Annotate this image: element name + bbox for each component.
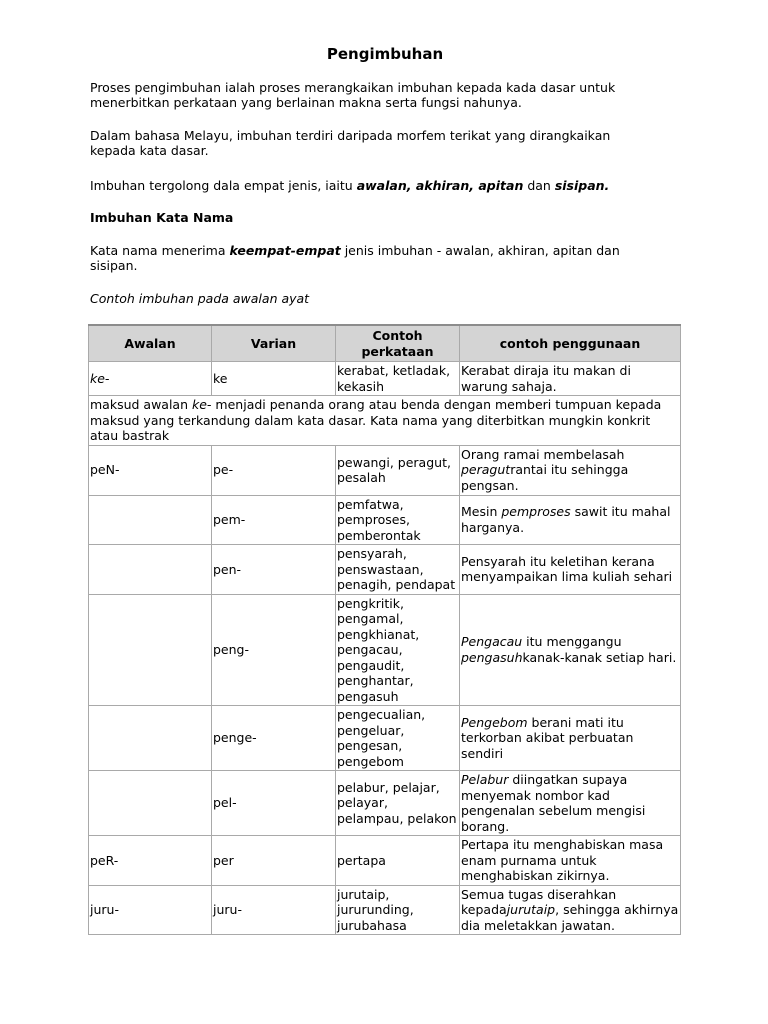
table-caption: Contoh imbuhan pada awalan ayat [90, 291, 310, 306]
usage-text: diingatkan supaya menyemak nombor kad pengenalan sebelum mengisi borang. [461, 772, 646, 834]
cell-awalan [89, 495, 212, 545]
table-row [89, 362, 681, 396]
cell-penggunaan: Pensyarah itu keletihan kerana menyampaikan lima kuliah sehari [460, 545, 681, 595]
usage-italic: Pengacau [461, 634, 523, 650]
cell-contoh: jurutaip, jururunding, jurubahasa [336, 885, 460, 935]
paragraph-kata-nama-bold: keempat-empat [229, 243, 341, 258]
cell-varian: pem- [212, 495, 336, 545]
usage-text: Semua tugas diserahkan kepada [461, 886, 617, 917]
cell-varian: pel- [212, 771, 336, 836]
usage-italic: peragut [461, 462, 511, 478]
cell-varian: per [212, 836, 336, 886]
paragraph-jenis-sisipan: sisipan. [554, 178, 610, 193]
document-title: Pengimbuhan [326, 45, 444, 63]
cell-varian: juru- [212, 885, 336, 935]
cell-penggunaan [460, 495, 681, 545]
paragraph-kata-nama [90, 243, 650, 273]
usage-text: itu menggangu [522, 634, 622, 650]
table-row [89, 771, 681, 836]
cell-contoh: pengkritik, pengamal, pengkhianat, pengacau, pengaudit, penghantar, pengasuh [336, 594, 460, 706]
paragraph-jenis-bold: awalan, akhiran, apitan [356, 178, 524, 193]
cell-varian: pen- [212, 545, 336, 595]
cell-contoh: pemfatwa, pemproses, pemberontak [336, 495, 460, 545]
cell-penggunaan [460, 594, 681, 706]
usage-text: kanak-kanak setiap hari. [522, 649, 677, 665]
cell-contoh: pewangi, peragut, pesalah [336, 445, 460, 495]
paragraph-kata-nama-suffix: jenis imbuhan - awalan, akhiran, apitan dan sisipan. [90, 243, 620, 273]
header-contoh-perkataan: Contoh perkataan [336, 325, 460, 362]
cell-penggunaan [460, 445, 681, 495]
note-suffix: menjadi penanda orang atau benda dengan memberi tumpuan kepada maksud yang terkandung dalam kata dasar. Kata nama yang diterbitkan mungkin konkrit atau bastrak [90, 397, 662, 443]
cell-varian: peng- [212, 594, 336, 706]
cell-awalan [89, 594, 212, 706]
cell-varian: pe- [212, 445, 336, 495]
table-row [89, 495, 681, 545]
cell-awalan [89, 545, 212, 595]
cell-awalan: juru- [89, 885, 212, 935]
table-row [89, 706, 681, 771]
note-italic: ke- [192, 397, 212, 412]
paragraph-jenis [90, 178, 650, 193]
usage-text: , sehingga akhirnya dia meletakkan jawatan. [461, 902, 679, 933]
cell-awalan: peR- [89, 836, 212, 886]
cell-contoh: kerabat, ketladak, kekasih [336, 362, 460, 396]
usage-text: sawit itu mahal harganya. [461, 504, 671, 535]
cell-awalan: peN- [89, 445, 212, 495]
cell-contoh: pertapa [336, 836, 460, 886]
cell-penggunaan [460, 706, 681, 771]
usage-text: rantai itu sehingga pengsan. [461, 462, 629, 493]
usage-text: Mesin [461, 504, 502, 520]
usage-text: berani mati itu terkorban akibat perbuatan sendiri [461, 714, 634, 761]
usage-italic: Pelabur [461, 772, 509, 787]
cell-contoh: pengecualian, pengeluar, pengesan, pengebom [336, 706, 460, 771]
cell-varian: ke [212, 362, 336, 396]
usage-italic: pengasuh [461, 649, 523, 665]
usage-italic: jurutaip [506, 902, 556, 917]
paragraph-morfem: Dalam bahasa Melayu, imbuhan terdiri daripada morfem terikat yang dirangkaikan kepada kata dasar. [90, 128, 611, 158]
table-note-row [89, 396, 681, 446]
cell-contoh: pensyarah, penswastaan, penagih, pendapat [336, 545, 460, 595]
imbuhan-table [88, 324, 681, 935]
header-awalan: Awalan [89, 325, 212, 362]
cell-awalan: ke- [89, 362, 212, 396]
cell-penggunaan [460, 885, 681, 935]
usage-italic: pemproses [501, 504, 571, 520]
table-header-row [89, 325, 681, 362]
section-heading: Imbuhan Kata Nama [90, 210, 234, 225]
cell-varian: penge- [212, 706, 336, 771]
paragraph-jenis-text: Imbuhan tergolong dala empat jenis, iaitu [90, 178, 357, 193]
paragraph-intro: Proses pengimbuhan ialah proses merangkaikan imbuhan kepada kada dasar untuk menerbitkan perkataan yang berlainan makna serta fungsi nahunya. [90, 80, 616, 110]
paragraph-kata-nama-text: Kata nama menerima [90, 243, 230, 258]
cell-contoh: pelabur, pelajar, pelayar, pelampau, pelakon [336, 771, 460, 836]
cell-penggunaan [460, 771, 681, 836]
table-row [89, 445, 681, 495]
table-row [89, 885, 681, 935]
header-contoh-penggunaan: contoh penggunaan [460, 325, 681, 362]
cell-awalan [89, 706, 212, 771]
table-row [89, 594, 681, 706]
header-varian: Varian [212, 325, 336, 362]
table-row [89, 545, 681, 595]
note-text: maksud awalan [90, 397, 192, 412]
cell-awalan [89, 771, 212, 836]
usage-italic: Pengebom [461, 714, 528, 730]
paragraph-jenis-dan: dan [523, 178, 555, 193]
usage-text: Orang ramai membelasah [461, 446, 625, 462]
cell-note [89, 396, 681, 446]
cell-penggunaan: Pertapa itu menghabiskan masa enam purnama untuk menghabiskan zikirnya. [460, 836, 681, 886]
cell-penggunaan: Kerabat diraja itu makan di warung sahaja. [460, 362, 681, 396]
table-row [89, 836, 681, 886]
